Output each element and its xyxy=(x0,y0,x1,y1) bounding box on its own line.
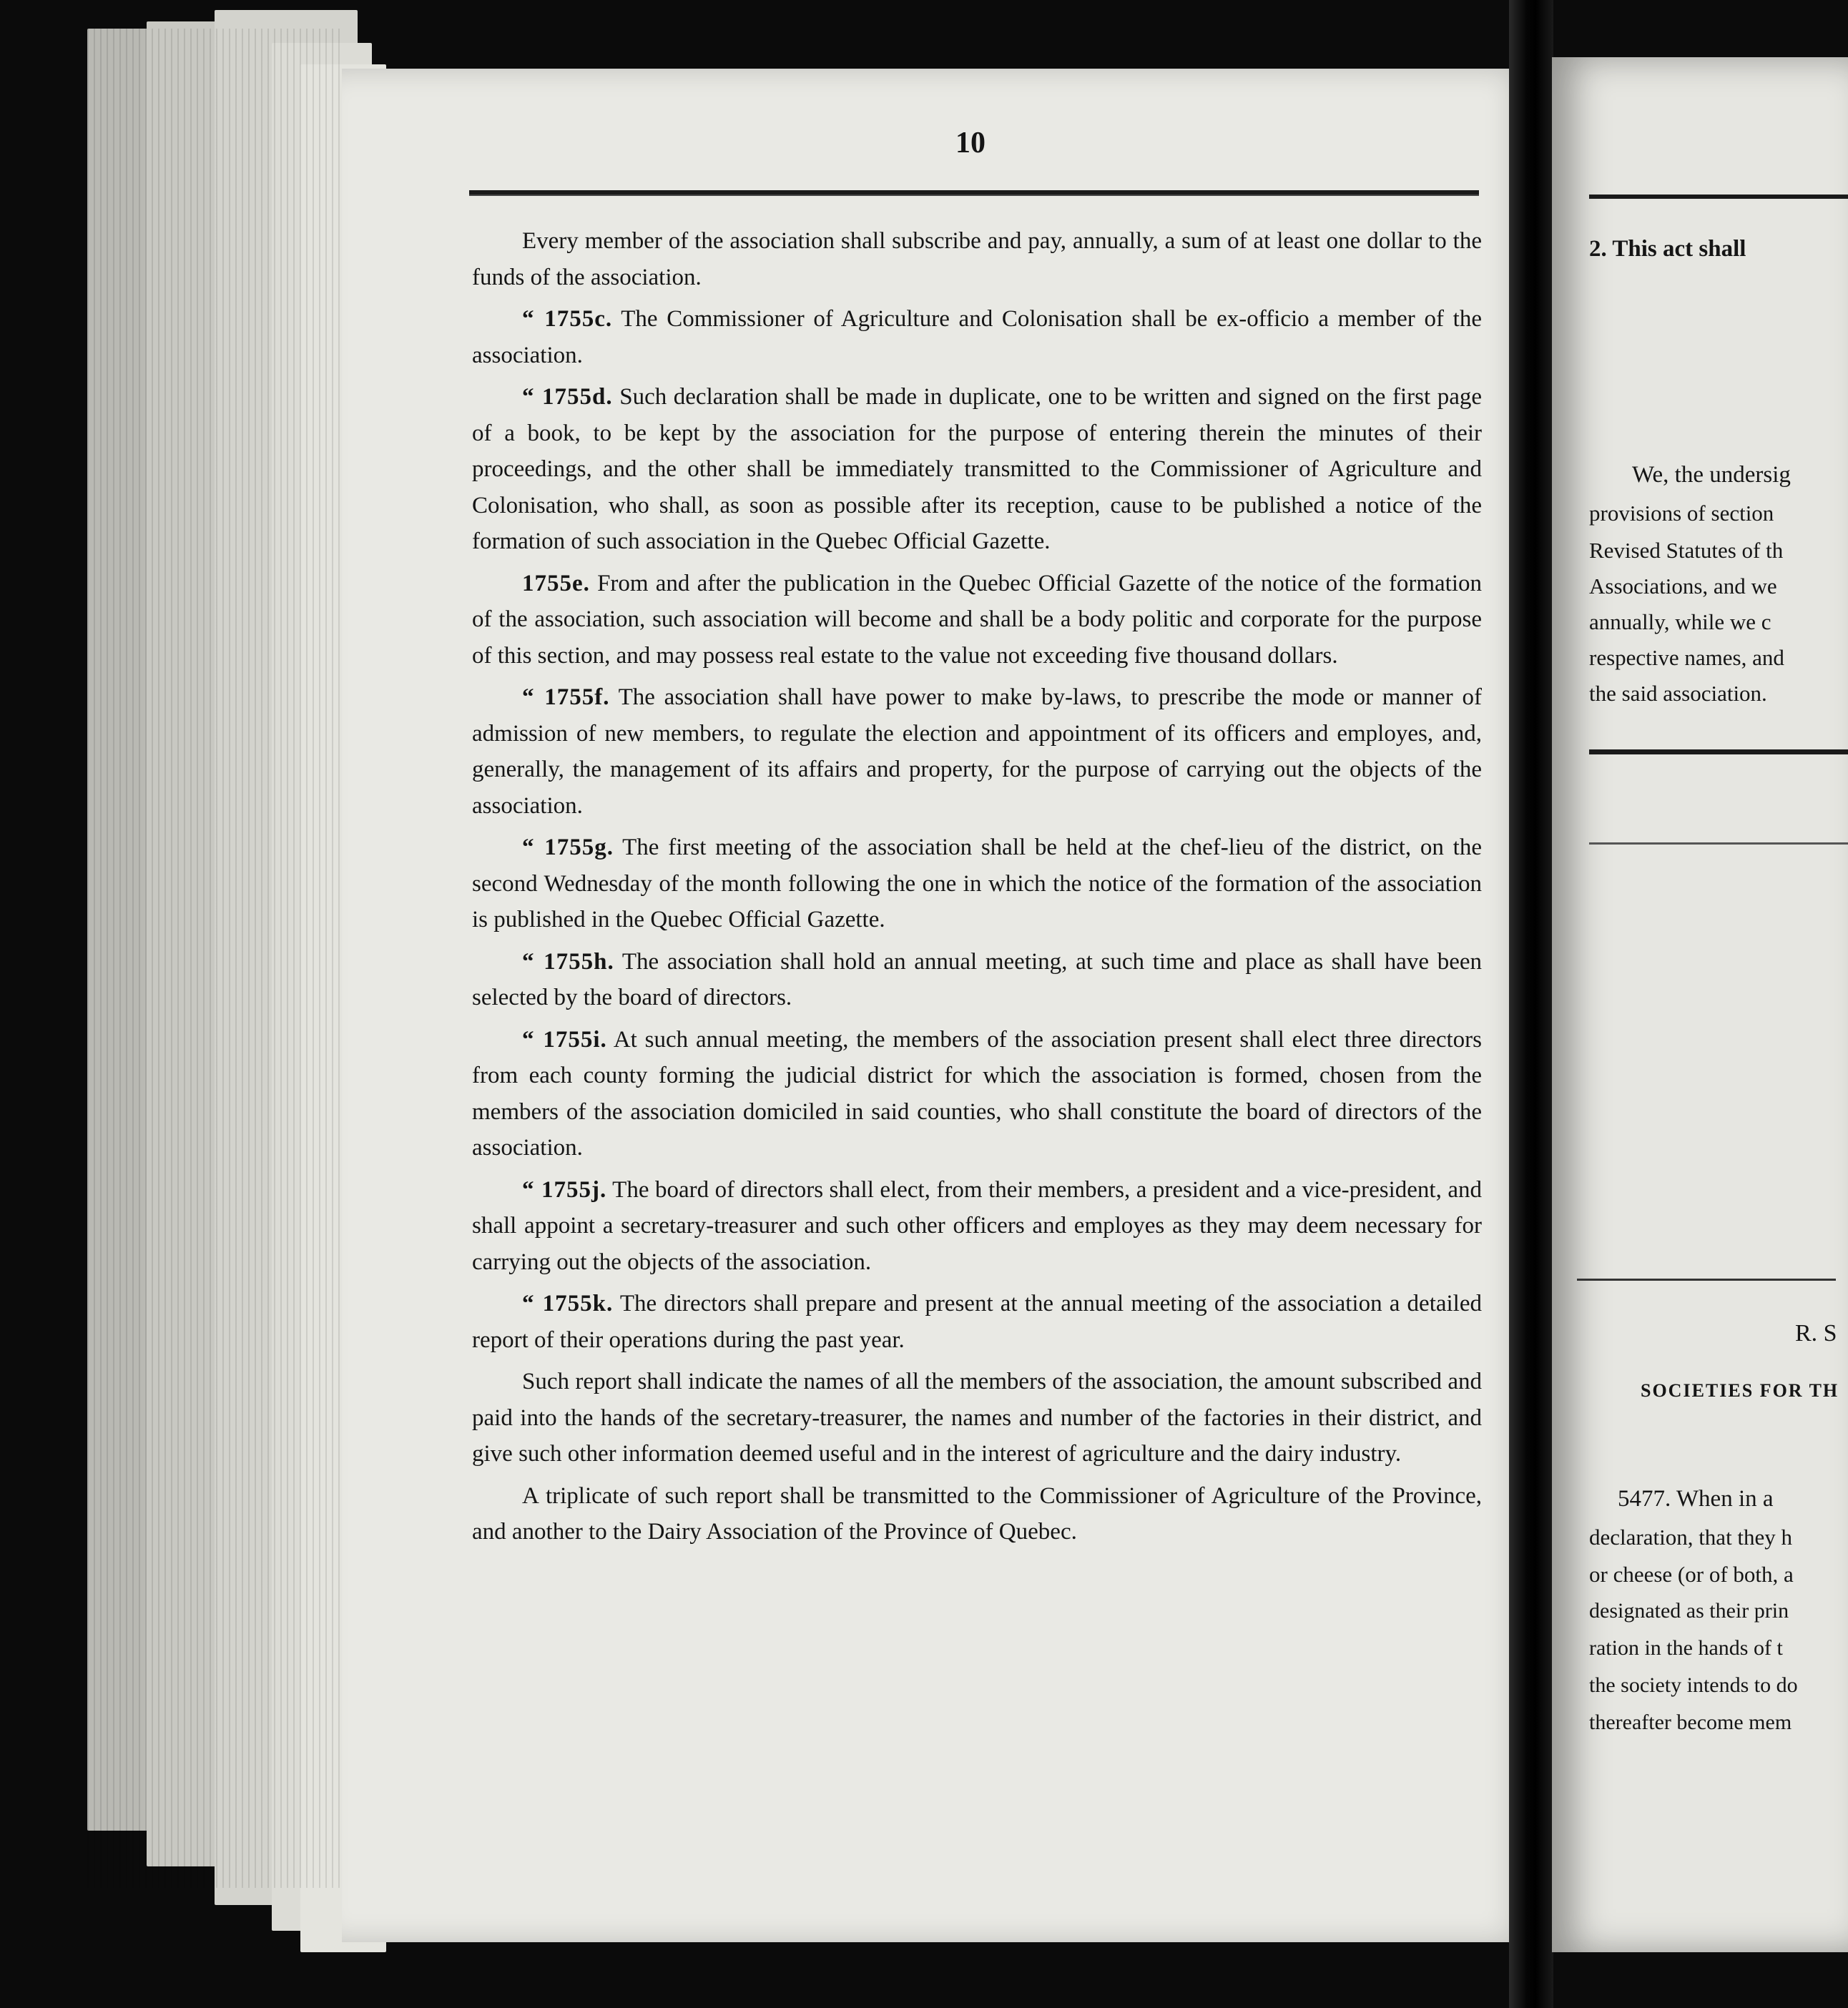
paragraph-text: The first meeting of the association shall be held at the chef-lieu of the district, on the second Wednesday of the month following the one in which the notice of the formation of the association is published in the Quebec Official Gazette. xyxy=(472,835,1482,932)
right-page xyxy=(1552,57,1848,1952)
paragraph-text: Such report shall indicate the names of all the members of the association, the amount subscribed and paid into the hands of the secretary-treasurer, the names and number of the factories in their district, and give such other information deemed useful and in the interest of agriculture and the dairy industry. xyxy=(472,1369,1482,1467)
page-number: 10 xyxy=(955,127,986,159)
section-paragraph xyxy=(472,830,1482,938)
article-line: designated as their prin xyxy=(1589,1599,1789,1623)
book-gutter xyxy=(1509,0,1553,2008)
form-line: provisions of section xyxy=(1589,501,1774,526)
section-rule xyxy=(1589,842,1848,845)
paragraph-text: Such declaration shall be made in duplicate, one to be written and signed on the first page of a book, to be kept by the association for the purpose of entering therein the minutes of their proceedings, and the other shall be immediately transmitted to the Commissioner of Agriculture and Colonisation, who shall, as soon as possible after its reception, cause to be published a notice of the formation of such association in the Quebec Official Gazette. xyxy=(472,384,1483,554)
article-line: or cheese (or of both, a xyxy=(1589,1562,1794,1587)
section-number: “ 1755h. xyxy=(522,948,614,975)
paragraph-text: From and after the publication in the Quebec Official Gazette of the notice of the formation of the association, such association will become and shall be a body politic and corporate for the purpose of this section, and may possess real estate to the value not exceeding five thousand dollars. xyxy=(472,570,1482,669)
section-number: “ 1755j. xyxy=(522,1176,607,1203)
form-line: Associations, and we xyxy=(1589,574,1777,599)
paragraph xyxy=(472,1364,1482,1472)
right-heading: R. S xyxy=(1795,1320,1837,1347)
article-line: 5477. When in a xyxy=(1618,1486,1774,1512)
section-paragraph xyxy=(472,379,1482,560)
form-line: We, the undersig xyxy=(1632,462,1791,488)
header-rule xyxy=(469,190,1479,196)
section-number: 1755e. xyxy=(522,570,590,596)
section-number: “ 1755d. xyxy=(522,384,613,410)
paragraph xyxy=(472,223,1482,295)
section-paragraph xyxy=(472,1286,1482,1358)
paragraph-text: The directors shall prepare and present at the annual meeting of the association a detailed report of their operations during the past year. xyxy=(472,1291,1482,1353)
section-number: “ 1755g. xyxy=(522,835,614,860)
body-text xyxy=(472,223,1482,1556)
section-paragraph xyxy=(472,944,1482,1016)
article-line: the society intends to do xyxy=(1589,1673,1798,1697)
page-edge-shading xyxy=(87,29,345,1888)
right-subheading: SOCIETIES FOR TH xyxy=(1641,1380,1839,1401)
header-rule xyxy=(1589,195,1848,199)
paragraph-text: At such annual meeting, the members of the association present shall elect three directors from each county forming the judicial district for which the association is formed, chosen from the members of the association domiciled in said counties, who shall constitute the board of directors of the association. xyxy=(472,1026,1482,1161)
section-number: “ 1755i. xyxy=(522,1026,607,1053)
article-line: ration in the hands of t xyxy=(1589,1636,1783,1660)
paragraph-text: The association shall have power to make by-laws, to prescribe the mode or manner of admission of new members, to regulate the election and appointment of its officers and employes, and, generally, the management of its affairs and property, for the purpose of carrying out the objects of the association. xyxy=(472,684,1482,819)
section-paragraph xyxy=(472,1172,1482,1281)
paragraph-text: Every member of the association shall subscribe and pay, annually, a sum of at least one dollar to the funds of the association. xyxy=(472,228,1482,290)
paragraph-text: A triplicate of such report shall be transmitted to the Commissioner of Agriculture of the Province, and another to the Dairy Association of the Province of Quebec. xyxy=(472,1482,1482,1545)
section-number: “ 1755f. xyxy=(522,684,610,710)
paragraph-text: The Commissioner of Agriculture and Colonisation shall be ex-officio a member of the association. xyxy=(472,306,1482,368)
section-number: “ 1755k. xyxy=(522,1291,614,1316)
section-rule xyxy=(1577,1279,1836,1281)
section-rule xyxy=(1589,749,1848,754)
paragraph-text: The association shall hold an annual meeting, at such time and place as shall have been selected by the board of directors. xyxy=(472,948,1483,1010)
section-paragraph xyxy=(472,679,1482,824)
article-line: declaration, that they h xyxy=(1589,1525,1793,1550)
paragraph-text: The board of directors shall elect, from their members, a president and a vice-president, and shall appoint a secretary-treasurer and such other officers and employes as they may deem necessary for carrying out the objects of the association. xyxy=(472,1176,1482,1275)
section-paragraph xyxy=(472,1022,1482,1166)
section-paragraph xyxy=(472,301,1482,373)
form-line: annually, while we c xyxy=(1589,609,1771,634)
paragraph xyxy=(472,1478,1482,1550)
form-line: respective names, and xyxy=(1589,645,1784,670)
act-line: 2. This act shall xyxy=(1589,236,1746,262)
section-paragraph xyxy=(472,566,1482,674)
article-line: thereafter become mem xyxy=(1589,1711,1792,1734)
section-number: “ 1755c. xyxy=(522,306,613,332)
form-line: Revised Statutes of th xyxy=(1589,538,1784,563)
form-line: the said association. xyxy=(1589,681,1767,706)
